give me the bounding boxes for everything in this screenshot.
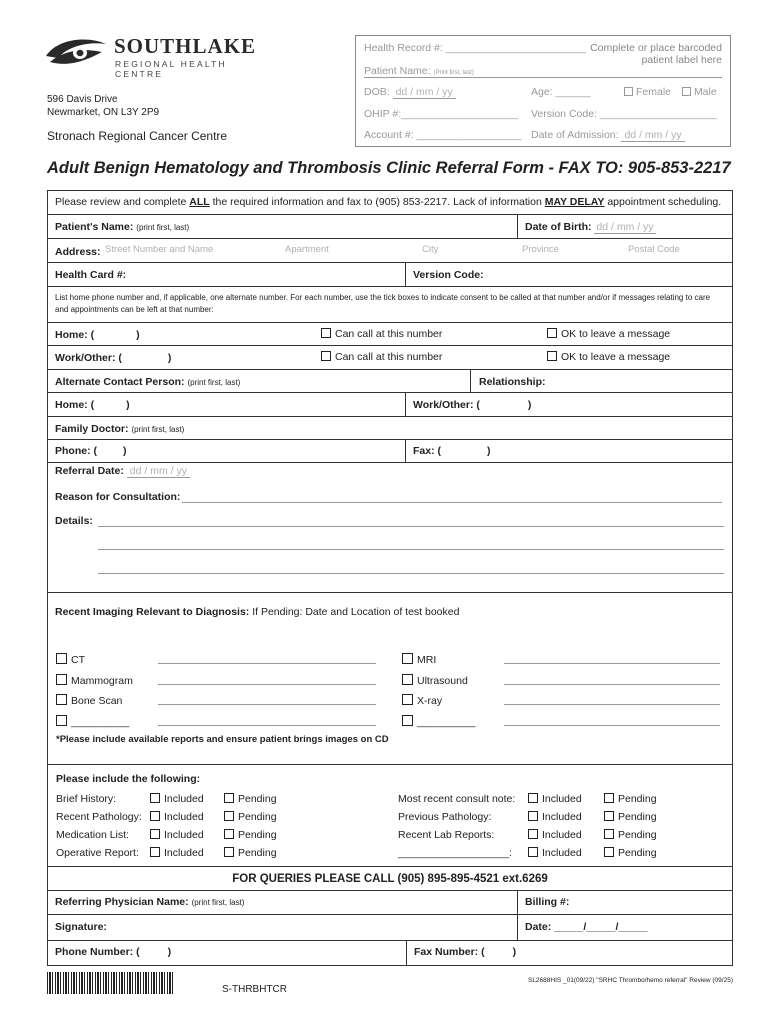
- health-card-row: [47, 263, 733, 287]
- dob-hint: dd / mm / yy: [393, 86, 456, 99]
- home-can-call-label: Can call at this number: [335, 328, 443, 340]
- details-line-2[interactable]: [98, 549, 724, 550]
- work-phone-label: Work/Other: (: [55, 352, 122, 364]
- referral-date-label: Referral Date:: [55, 465, 124, 477]
- logo: [44, 34, 274, 79]
- barcode-note: Complete or place barcoded patient label here: [590, 42, 722, 66]
- included-checkbox[interactable]: [150, 847, 160, 857]
- patient-label-box: [355, 35, 731, 147]
- imaging-other-right-label: __________: [417, 715, 476, 728]
- patient-name-label: Patient's Name:: [55, 221, 134, 233]
- instructions-row: [47, 190, 733, 215]
- imaging-other-right[interactable]: [402, 712, 512, 733]
- imaging-mammogram-checkbox[interactable]: [56, 674, 67, 685]
- pending-label: Pending: [618, 793, 657, 805]
- included-checkbox[interactable]: [528, 811, 538, 821]
- imaging-heading-bold: Recent Imaging Relevant to Diagnosis:: [55, 606, 250, 618]
- included-label: Included: [542, 793, 582, 805]
- logo-name: SOUTHLAKE: [114, 34, 257, 58]
- family-doctor-field[interactable]: [55, 423, 184, 435]
- address-postal-hint: Postal Code: [628, 244, 680, 255]
- phone-note-text: List home phone number and, if applicable, one alternate number. For each number, use the tick boxes to indicate consent to be called at that number and/or if messages relating to care and appointments can be left at that number:: [55, 293, 711, 314]
- pending-checkbox[interactable]: [224, 811, 234, 821]
- female-checkbox[interactable]: [624, 87, 633, 96]
- included-label: Included: [164, 793, 204, 805]
- include-heading: Please include the following:: [56, 773, 201, 785]
- admission-field[interactable]: [531, 129, 685, 141]
- home-can-call-option[interactable]: [321, 328, 442, 340]
- instructions-mid: the required information and fax to (905) 853-2217. Lack of information: [209, 196, 545, 208]
- address-line-2: Newmarket, ON L3Y 2P9: [47, 107, 160, 118]
- home-phone-label: Home: (: [55, 329, 95, 341]
- imaging-ct-checkbox[interactable]: [56, 653, 67, 664]
- imaging-mri[interactable]: [402, 650, 512, 671]
- ohip-field[interactable]: OHIP #:____________________: [364, 108, 518, 120]
- work-can-call-label: Can call at this number: [335, 351, 443, 363]
- phone-note-row: [47, 287, 733, 323]
- work-phone-field[interactable]: [55, 352, 171, 364]
- work-ok-message-checkbox[interactable]: [547, 351, 557, 361]
- included-checkbox[interactable]: [528, 829, 538, 839]
- imaging-heading: [55, 606, 459, 618]
- imaging-ultrasound[interactable]: [402, 671, 512, 692]
- address-apartment-hint: Apartment: [285, 244, 329, 255]
- age-field[interactable]: Age: ______: [531, 86, 591, 98]
- physician-name-field[interactable]: [55, 896, 244, 908]
- imaging-xray-checkbox[interactable]: [402, 694, 413, 705]
- imaging-other-left-checkbox[interactable]: [56, 715, 67, 726]
- imaging-mammogram-label: Mammogram: [71, 674, 133, 687]
- include-brief-history-label: Brief History:: [56, 793, 117, 805]
- physician-name-hint: (print first, last): [191, 898, 245, 907]
- home-phone-row: [47, 323, 733, 346]
- imaging-ultrasound-label: Ultrasound: [417, 674, 468, 687]
- family-doctor-hint: (print first, last): [131, 425, 185, 434]
- imaging-ct-label: CT: [71, 654, 85, 666]
- alternate-home-paren: ): [126, 399, 130, 411]
- pending-label: Pending: [238, 847, 277, 859]
- home-phone-field[interactable]: [55, 329, 140, 341]
- physician-fax-paren: ): [512, 946, 517, 958]
- included-checkbox[interactable]: [150, 829, 160, 839]
- home-ok-message-label: OK to leave a message: [561, 328, 671, 340]
- doctor-phone-row: [47, 440, 733, 462]
- include-recent-pathology-label: Recent Pathology:: [56, 811, 142, 823]
- patient-name-hint: (print first, last): [136, 223, 190, 232]
- dob-label: DOB:: [364, 86, 390, 98]
- reason-label: Reason for Consultation:: [55, 491, 181, 503]
- family-doctor-label: Family Doctor:: [55, 423, 129, 435]
- physician-phone-field[interactable]: [55, 946, 171, 958]
- pending-label: Pending: [238, 829, 277, 841]
- imaging-ct[interactable]: [56, 650, 386, 671]
- instructions-text: [55, 196, 721, 208]
- include-right-pending-0[interactable]: [604, 790, 657, 808]
- patient-dob-input[interactable]: [525, 221, 656, 233]
- pending-checkbox[interactable]: [604, 847, 614, 857]
- include-left-included-3[interactable]: [150, 844, 204, 862]
- address-row[interactable]: [47, 239, 733, 263]
- doctor-fax-paren: ): [487, 445, 491, 457]
- included-label: Included: [164, 829, 204, 841]
- doctor-phone-label: Phone: (: [55, 445, 97, 457]
- physician-fax-label: Fax Number: (: [414, 946, 485, 958]
- details-line-3[interactable]: [98, 573, 724, 574]
- address-line-1: 596 Davis Drive: [47, 94, 118, 105]
- include-right-included: [528, 790, 582, 862]
- pending-label: Pending: [238, 811, 277, 823]
- queries-text: FOR QUERIES PLEASE CALL (905) 895-895-4521 ext.6269: [232, 873, 548, 885]
- imaging-heading-rest: If Pending: Date and Location of test booked: [249, 606, 460, 618]
- included-label: Included: [542, 811, 582, 823]
- imaging-other-left-label: __________: [71, 715, 130, 728]
- include-left-pending-3[interactable]: [224, 844, 277, 862]
- health-record-field[interactable]: Health Record #: ________________________: [364, 42, 586, 54]
- work-can-call-checkbox[interactable]: [321, 351, 331, 361]
- doctor-phone-paren: ): [123, 445, 127, 457]
- alternate-work-field[interactable]: [413, 399, 531, 411]
- pending-label: Pending: [618, 811, 657, 823]
- patient-name-input[interactable]: [55, 221, 189, 233]
- doctor-phone-field[interactable]: [55, 445, 127, 457]
- included-label: Included: [164, 847, 204, 859]
- physician-phone-paren: ): [167, 946, 172, 958]
- admission-label: Date of Admission:: [531, 129, 619, 141]
- included-checkbox[interactable]: [150, 793, 160, 803]
- male-label: Male: [693, 86, 717, 98]
- logo-mark-icon: [44, 36, 108, 72]
- alternate-contact-label: Alternate Contact Person:: [55, 376, 185, 388]
- dob-field[interactable]: [364, 86, 456, 98]
- imaging-ultrasound-checkbox[interactable]: [402, 674, 413, 685]
- alternate-work-paren: ): [527, 399, 532, 411]
- pending-checkbox[interactable]: [224, 793, 234, 803]
- include-left-included: [150, 790, 204, 862]
- imaging-other-left[interactable]: [56, 712, 386, 733]
- included-label: Included: [542, 847, 582, 859]
- included-label: Included: [164, 811, 204, 823]
- work-ok-message-label: OK to leave a message: [561, 351, 671, 363]
- referral-date-field[interactable]: [55, 465, 190, 477]
- include-left-pending-1[interactable]: [224, 808, 277, 826]
- pending-checkbox[interactable]: [604, 793, 614, 803]
- home-phone-paren: ): [136, 329, 140, 341]
- physician-date-field[interactable]: Date: _____/_____/_____: [525, 921, 648, 933]
- included-checkbox[interactable]: [150, 811, 160, 821]
- address-city-hint: City: [422, 244, 439, 255]
- instructions-may-delay: MAY DELAY: [544, 196, 605, 208]
- include-right-pending: [604, 790, 657, 862]
- include-other-label[interactable]: ___________________:: [398, 847, 512, 859]
- include-left-labels: [56, 790, 142, 862]
- pending-label: Pending: [238, 793, 277, 805]
- include-right-included-1[interactable]: [528, 808, 582, 826]
- hospital-address: [47, 93, 159, 119]
- patient-version-code-field[interactable]: Version Code:: [413, 269, 484, 281]
- imaging-mri-checkbox[interactable]: [402, 653, 413, 664]
- home-ok-message-option[interactable]: [547, 328, 670, 340]
- relationship-field[interactable]: Relationship:: [479, 376, 546, 388]
- pending-label: Pending: [618, 847, 657, 859]
- imaging-bone-scan[interactable]: [56, 691, 386, 712]
- physician-fax-field[interactable]: [414, 946, 516, 958]
- include-left-included-1[interactable]: [150, 808, 204, 826]
- health-card-field[interactable]: Health Card #:: [55, 269, 127, 281]
- imaging-bone-scan-checkbox[interactable]: [56, 694, 67, 705]
- pending-checkbox[interactable]: [604, 829, 614, 839]
- billing-field[interactable]: Billing #:: [525, 896, 570, 908]
- address-label: Address:: [55, 246, 101, 258]
- include-left-pending: [224, 790, 277, 862]
- include-previous-pathology-label: Previous Pathology:: [398, 811, 492, 823]
- alternate-contact-field[interactable]: [55, 376, 240, 388]
- imaging-mri-label: MRI: [417, 654, 437, 666]
- include-right-included-3[interactable]: [528, 844, 582, 862]
- pending-label: Pending: [618, 829, 657, 841]
- home-can-call-checkbox[interactable]: [321, 328, 331, 338]
- imaging-other-right-checkbox[interactable]: [402, 715, 413, 726]
- include-left-pending-0[interactable]: [224, 790, 277, 808]
- imaging-mammogram[interactable]: [56, 671, 386, 692]
- address-province-hint: Province: [522, 244, 559, 255]
- home-ok-message-checkbox[interactable]: [547, 328, 557, 338]
- include-medication-list-label: Medication List:: [56, 829, 129, 841]
- alternate-phone-row: [47, 393, 733, 417]
- details-label: Details:: [55, 515, 93, 527]
- work-phone-row: [47, 346, 733, 370]
- logo-subtitle: REGIONAL HEALTH CENTRE: [115, 59, 227, 79]
- imaging-xray-label: X-ray: [417, 695, 443, 707]
- doctor-fax-label: Fax: (: [413, 445, 442, 457]
- instructions-pre: Please review and complete: [55, 196, 190, 208]
- imaging-note: *Please include available reports and ensure patient brings images on CD: [56, 734, 389, 745]
- patient-name-field[interactable]: [364, 65, 722, 78]
- alternate-contact-row: [47, 370, 733, 393]
- include-right-included-2[interactable]: [528, 826, 582, 844]
- pending-checkbox[interactable]: [604, 811, 614, 821]
- male-checkbox[interactable]: [682, 87, 691, 96]
- doctor-fax-field[interactable]: [413, 445, 491, 457]
- included-checkbox[interactable]: [528, 847, 538, 857]
- admission-hint: dd / mm / yy: [621, 129, 684, 142]
- include-right-pending-2[interactable]: [604, 826, 657, 844]
- alternate-home-field[interactable]: [55, 399, 130, 411]
- physician-name-label: Referring Physician Name:: [55, 896, 189, 908]
- work-can-call-option[interactable]: [321, 351, 442, 363]
- imaging-right-list: [402, 650, 512, 732]
- version-code-field[interactable]: Version Code: ____________________: [531, 108, 717, 120]
- include-right-labels: [398, 790, 515, 862]
- family-doctor-row: [47, 417, 733, 440]
- include-consult-note-label: Most recent consult note:: [398, 793, 516, 805]
- include-right-included-0[interactable]: [528, 790, 582, 808]
- details-line-1[interactable]: [98, 526, 724, 527]
- form-code: S-THRBHTCR: [222, 984, 287, 995]
- imaging-bone-scan-label: Bone Scan: [71, 695, 123, 707]
- physician-phone-label: Phone Number: (: [55, 946, 140, 958]
- work-ok-message-option[interactable]: [547, 351, 670, 363]
- alternate-contact-hint: (print first, last): [187, 378, 241, 387]
- female-label: Female: [636, 86, 672, 98]
- imaging-xray[interactable]: [402, 691, 512, 712]
- form-reference: SL2688HIS _01(09/22) "SRHC Thrombo/hemo referral" Review (09/25): [527, 977, 733, 984]
- include-operative-report-label: Operative Report:: [56, 847, 139, 859]
- work-phone-paren: ): [167, 352, 172, 364]
- patient-name-label: Patient Name:: [364, 65, 431, 77]
- include-left-pending-2[interactable]: [224, 826, 277, 844]
- alternate-work-label: Work/Other: (: [413, 399, 480, 411]
- sex-options: [624, 86, 717, 98]
- page-title: Adult Benign Hematology and Thrombosis Clinic Referral Form - FAX TO: 905-853-2217: [47, 159, 731, 177]
- patient-name-hint: (Print first, last): [433, 70, 474, 76]
- include-left-included-0[interactable]: [150, 790, 204, 808]
- barcode: [47, 972, 175, 994]
- include-left-included-2[interactable]: [150, 826, 204, 844]
- patient-dob-label: Date of Birth:: [525, 221, 592, 233]
- include-lab-reports-label: Recent Lab Reports:: [398, 829, 495, 841]
- included-label: Included: [542, 829, 582, 841]
- patient-dob-hint: dd / mm / yy: [596, 221, 654, 233]
- include-right-pending-1[interactable]: [604, 808, 657, 826]
- included-checkbox[interactable]: [528, 793, 538, 803]
- pending-checkbox[interactable]: [224, 829, 234, 839]
- centre-name: Stronach Regional Cancer Centre: [47, 129, 228, 143]
- address-street-hint: Street Number and Name: [105, 244, 214, 255]
- instructions-all: ALL: [189, 196, 210, 208]
- patient-name-row: [47, 215, 733, 239]
- signature-field[interactable]: Signature:: [55, 921, 107, 933]
- pending-checkbox[interactable]: [224, 847, 234, 857]
- reason-line[interactable]: [182, 502, 722, 503]
- alternate-home-label: Home: (: [55, 399, 95, 411]
- include-right-pending-3[interactable]: [604, 844, 657, 862]
- account-field[interactable]: Account #: __________________: [364, 129, 522, 141]
- referral-date-hint: dd / mm / yy: [127, 465, 190, 478]
- instructions-post: appointment scheduling.: [604, 196, 722, 208]
